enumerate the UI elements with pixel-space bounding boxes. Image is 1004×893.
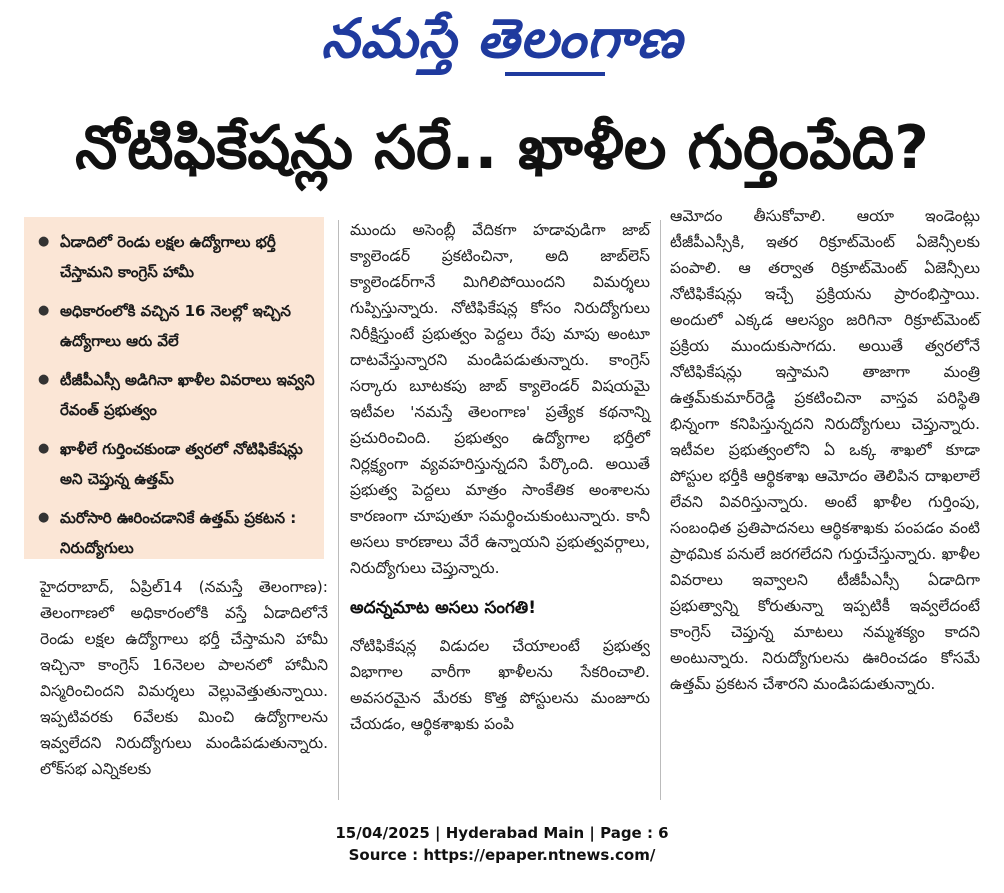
headline (0, 100, 1004, 210)
column-divider (338, 220, 339, 800)
article-column-1 (40, 574, 328, 782)
highlight-item (38, 503, 316, 563)
highlight-text: ఏడాదిలో రెండు లక్షల ఉద్యోగాలు భర్తీ చేస్తామని కాంగ్రెస్ హామీ (60, 233, 276, 281)
highlights-box (24, 217, 324, 559)
column-divider (660, 220, 661, 800)
article-text: హైదరాబాద్, ఏప్రిల్14 (నమస్తే తెలంగాణ): తెలంగాణలో అధికారంలోకి వస్తే ఏడాదిలోనే రెండు లక్షల ఉద్యోగాలు భర్తీ చేస్తామని హామీ ఇచ్చినా కాంగ్రెస్ 16నెలల పాలనలో హామీని విస్మరించిందని విమర్శలు వెల్లువెత్తుతున్నాయి. ఇప్పటివరకు 6వేలకు మించి ఉద్యోగాలను ఇవ్వలేదని నిరుద్యోగులు మండిపడుతున్నారు. లోక్‌సభ ఎన్నికలకు (40, 578, 328, 778)
highlight-text: అధికారంలోకి వచ్చిన 16 నెలల్లో ఇచ్చిన ఉద్యోగాలు ఆరు వేలే (60, 302, 291, 350)
footer-source-line: Source : https://epaper.ntnews.com/ (348, 846, 656, 864)
highlight-text: ఖాళీలే గుర్తించకుండా త్వరలో నోటిఫికేషన్లు అని చెప్తున్న ఉత్తమ్ (60, 440, 303, 488)
highlight-text: టీజీపీఎస్సీ అడిగినా ఖాళీల వివరాలు ఇవ్వని రేవంత్ ప్రభుత్వం (60, 371, 315, 419)
highlight-item (38, 434, 316, 494)
article-column-3 (670, 203, 980, 697)
article-text: నోటిఫికేషన్ల విడుదల చేయాలంటే ప్రభుత్వ విభాగాల వారీగా ఖాళీలను సేకరించాలి. అవసరమైన మేరకు కొత్త పోస్టులను మంజూరు చేయడం, ఆర్థికశాఖకు పంపి (350, 637, 650, 733)
headline-text: నోటిఫికేషన్లు సరే.. ఖాళీల గుర్తింపేది? (75, 113, 929, 183)
masthead (0, 0, 1004, 90)
bullet-icon: ● (38, 510, 50, 525)
footer (0, 822, 1004, 866)
article-column-2 (350, 217, 650, 737)
bullet-icon: ● (38, 372, 50, 387)
highlight-item (38, 365, 316, 425)
masthead-title: నమస్తే తెలంగాణ (321, 6, 683, 70)
highlight-item (38, 227, 316, 287)
highlight-text: మరోసారి ఊరించడానికే ఉత్తమ్ ప్రకటన : నిరుద్యోగులు (60, 509, 297, 557)
bullet-icon: ● (38, 234, 50, 249)
article-text: ఆమోదం తీసుకోవాలి. ఆయా ఇండెంట్లు టీజీపీఎస్సీకి, ఇతర రిక్రూట్‌మెంట్ ఏజెన్సీలకు పంపాలి. ఆ తర్వాత రిక్రూట్‌మెంట్ ఏజెన్సీలు నోటిఫికేషన్లు ఇచ్చే ప్రక్రియను ప్రారంభిస్తాయి. అందులో ఎక్కడ ఆలస్యం జరిగినా రిక్రూట్‌మెంట్ ప్రక్రియ ముందుకుసాగదు. అయితే త్వరలోనే నోటిఫికేషన్లు ఇస్తామని తాజాగా మంత్రి ఉత్తమ్‌కుమార్‌రెడ్డి ప్రకటించినా వాస్తవ పరిస్థితి భిన్నంగా కనిపిస్తున్నదని నిరుద్యోగులు చెప్తున్నారు. ఇటీవల ప్రభుత్వంలోని ఏ ఒక్క శాఖలో కూడా పోస్టుల భర్తీకి ఆర్థికశాఖ ఆమోదం తెలిపిన దాఖలాలే లేవని వివరిస్తున్నారు. అంటే ఖాళీల గుర్తింపు, సంబంధిత ప్రతిపాదనలు ఆర్థికశాఖకు పంపడం వంటి ప్రాథమిక పనులే జరగలేదని గుర్తుచేస్తున్నారు. ఖాళీల వివరాలు ఇవ్వాలని టీజీపీఎస్సీ ఏడాదిగా ప్రభుత్వాన్ని కోరుతున్నా ఇప్పటికీ ఇవ్వలేదంటే కాంగ్రెస్ చెప్తున్న మాటలు నమ్మశక్యం కాదని అంటున్నారు. నిరుద్యోగులను ఊరించడం కోసమే ఉత్తమ్ ప్రకటన చేశారని మండిపడుతున్నారు. (670, 207, 980, 693)
bullet-icon: ● (38, 303, 50, 318)
masthead-underline (505, 72, 605, 76)
article-subhead: అదన్నమాట అసలు సంగతి! (350, 598, 536, 618)
highlight-item (38, 296, 316, 356)
bullet-icon: ● (38, 441, 50, 456)
article-text: ముందు అసెంబ్లీ వేదికగా హడావుడిగా జాబ్ క్యాలెండర్ ప్రకటించినా, అది జాబ్‌లెస్ క్యాలెండర్‌గానే మిగిలిపోయిందని విమర్శలు గుప్పిస్తున్నారు. నోటిఫికేషన్ల కోసం నిరుద్యోగులు నిరీక్షిస్తుంటే ప్రభుత్వం పెద్దలు రేపు మాపు అంటూ దాటవేస్తున్నారని మండిపడుతున్నారు. కాంగ్రెస్ సర్కారు బూటకపు జాబ్ క్యాలెండర్ విషయమై ఇటీవల 'నమస్తే తెలంగాణ' ప్రత్యేక కథనాన్ని ప్రచురించింది. ప్రభుత్వం ఉద్యోగాల భర్తీలో నిర్లక్ష్యంగా వ్యవహరిస్తున్నదని పేర్కొంది. అయితే ప్రభుత్వ పెద్దలు మాత్రం సాంకేతిక అంశాలను కారణంగా చూపుతూ సమర్థించుకుంటున్నారు. కానీ అసలు కారణాలు వేరే ఉన్నాయని ప్రభుత్వవర్గాలు, నిరుద్యోగులు చెప్తున్నారు. (350, 221, 650, 577)
footer-edition-line: 15/04/2025 | Hyderabad Main | Page : 6 (335, 824, 669, 842)
